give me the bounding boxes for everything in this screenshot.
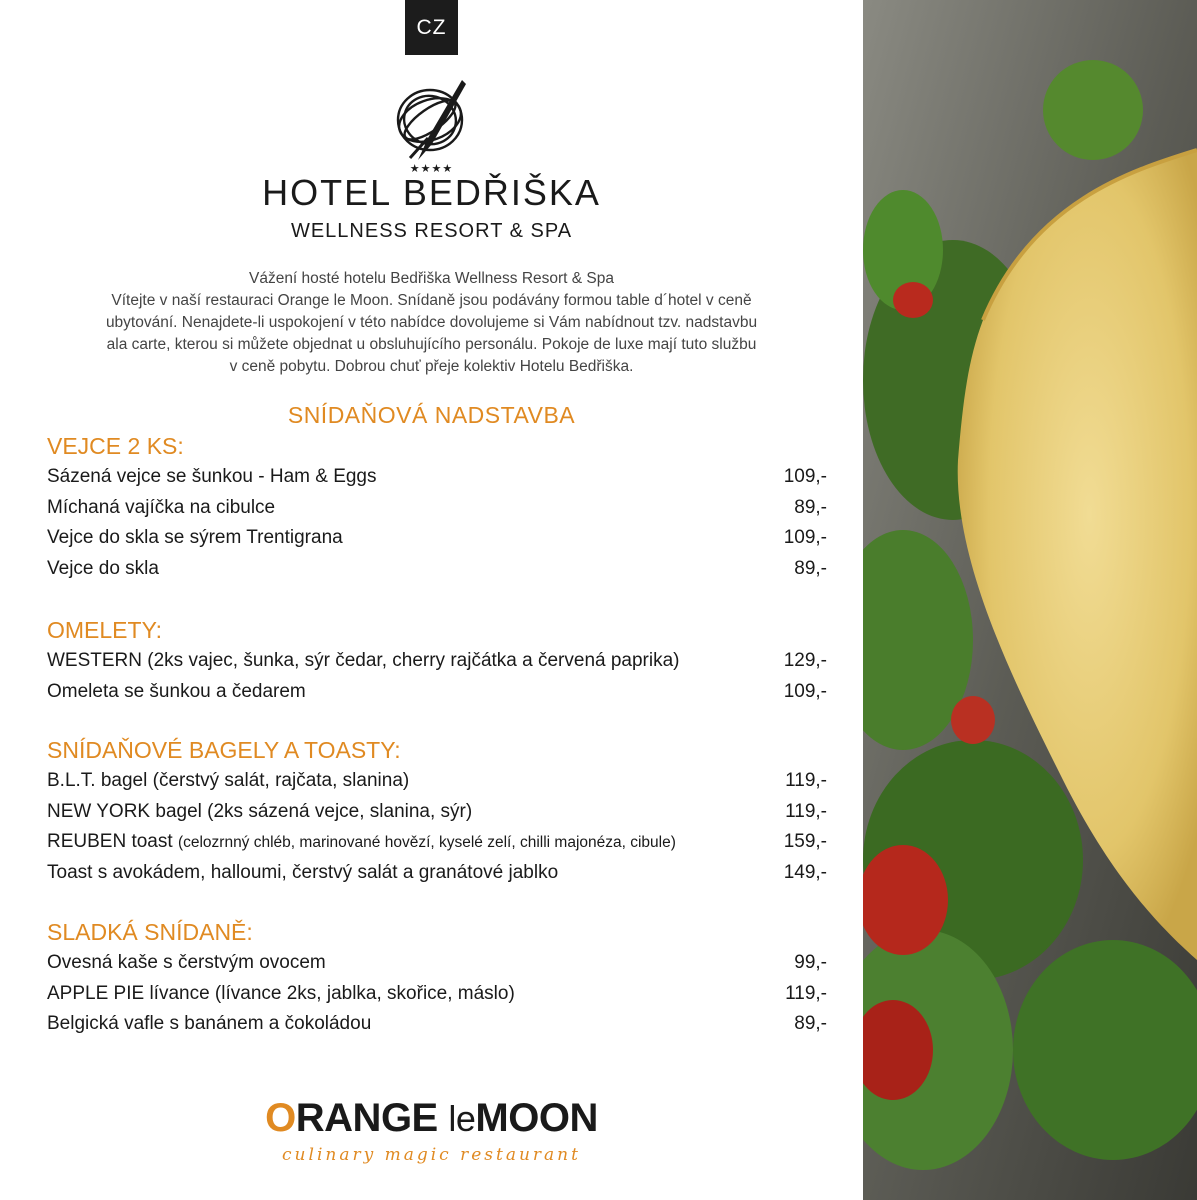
- brand-word-3: MOON: [475, 1096, 598, 1140]
- restaurant-logo: [0, 1096, 863, 1141]
- intro-line: v ceně pobytu. Dobrou chuť přeje kolektiv Hotelu Bedřiška.: [229, 358, 634, 375]
- item-price: 159,-: [783, 831, 827, 852]
- intro-line: Vítejte v naší restauraci Orange le Moon. Snídaně jsou podávány formou table d´hotel v ceně: [111, 292, 752, 309]
- section-heading: SLADKÁ SNÍDANĚ:: [47, 919, 253, 945]
- item-name: [47, 827, 676, 858]
- brand-first-letter: O: [265, 1096, 296, 1140]
- item-name: Toast s avokádem, halloumi, čerstvý salát a granátové jablko: [47, 861, 559, 883]
- item-name: Míchaná vajíčka na cibulce: [47, 496, 276, 518]
- hotel-name: HOTEL BEDŘIŠKA: [262, 172, 601, 213]
- menu-item: [47, 948, 827, 979]
- food-photo: [863, 0, 1197, 1200]
- menu-item: [47, 797, 827, 828]
- intro-line: Vážení hosté hotelu Bedřiška Wellness Resort & Spa: [248, 270, 615, 287]
- item-name: APPLE PIE lívance (lívance 2ks, jablka, skořice, máslo): [47, 982, 515, 1004]
- item-price: 149,-: [783, 861, 827, 883]
- item-detail: (celozrnný chléb, marinované hovězí, kyselé zelí, chilli majonéza, cibule): [177, 834, 676, 851]
- item-name: B.L.T. bagel (čerstvý salát, rajčata, slanina): [47, 770, 410, 791]
- item-name: Belgická vafle s banánem a čokoládou: [47, 1013, 372, 1034]
- item-name: Ovesná kaše s čerstvým ovocem: [47, 952, 326, 973]
- item-price: 99,-: [794, 952, 827, 973]
- item-price: 109,-: [783, 527, 827, 548]
- item-price: 119,-: [785, 800, 827, 822]
- menu-item: [47, 554, 827, 585]
- section-heading: VEJCE 2 KS:: [47, 433, 184, 459]
- item-price: 89,-: [794, 496, 827, 518]
- menu-item: [47, 827, 827, 858]
- item-price: 129,-: [783, 650, 827, 671]
- item-price: 89,-: [794, 1013, 827, 1034]
- intro-text: [60, 268, 803, 378]
- menu-item: [47, 1009, 827, 1040]
- item-name: Omeleta se šunkou a čedarem: [47, 680, 306, 702]
- item-price: 119,-: [785, 982, 827, 1004]
- item-name: WESTERN (2ks vajec, šunka, sýr čedar, cherry rajčátka a červená paprika): [47, 650, 680, 671]
- menu-section-omelets: [47, 614, 827, 707]
- item-price: 119,-: [785, 770, 827, 791]
- item-price: 109,-: [783, 466, 827, 487]
- menu-item: [47, 646, 827, 677]
- item-name: Sázená vejce se šunkou - Ham & Eggs: [47, 466, 377, 487]
- menu-item: [47, 523, 827, 554]
- menu-item: [47, 979, 827, 1010]
- hotel-stars: ★★★★: [409, 163, 454, 175]
- restaurant-tagline: culinary magic restaurant: [282, 1145, 581, 1165]
- language-tab[interactable]: CZ: [405, 0, 458, 55]
- menu-item: [47, 766, 827, 797]
- item-name: NEW YORK bagel (2ks sázená vejce, slanina, sýr): [47, 800, 473, 822]
- menu-item: [47, 677, 827, 708]
- section-heading: OMELETY:: [47, 617, 163, 643]
- brand-word-1: RANGE: [295, 1096, 438, 1140]
- item-price: 109,-: [783, 680, 827, 702]
- menu-item: [47, 858, 827, 889]
- menu-title: SNÍDAŇOVÁ NADSTAVBA: [287, 402, 576, 428]
- menu-item: [47, 493, 827, 524]
- section-heading: SNÍDAŇOVÉ BAGELY A TOASTY:: [47, 737, 401, 763]
- menu-section-bagels: [47, 734, 827, 888]
- item-name: Vejce do skla: [47, 557, 159, 579]
- intro-line: ubytování. Nenajdete-li uspokojení v této nabídce dovolujeme si Vám nabídnout tzv. nadstavbu: [105, 314, 758, 331]
- menu-item: [47, 462, 827, 493]
- item-price: 89,-: [794, 557, 827, 579]
- item-name: Vejce do skla se sýrem Trentigrana: [47, 527, 343, 548]
- menu-section-eggs: [47, 430, 827, 584]
- item-title: REUBEN toast: [47, 831, 173, 852]
- hotel-subtitle: WELLNESS RESORT & SPA: [290, 220, 573, 242]
- menu-section-sweet: [47, 916, 827, 1040]
- brand-word-2: le: [448, 1098, 476, 1139]
- intro-line: ala carte, kterou si můžete objednat u obsluhujícího personálu. Pokoje de luxe mají tuto službu: [106, 336, 757, 353]
